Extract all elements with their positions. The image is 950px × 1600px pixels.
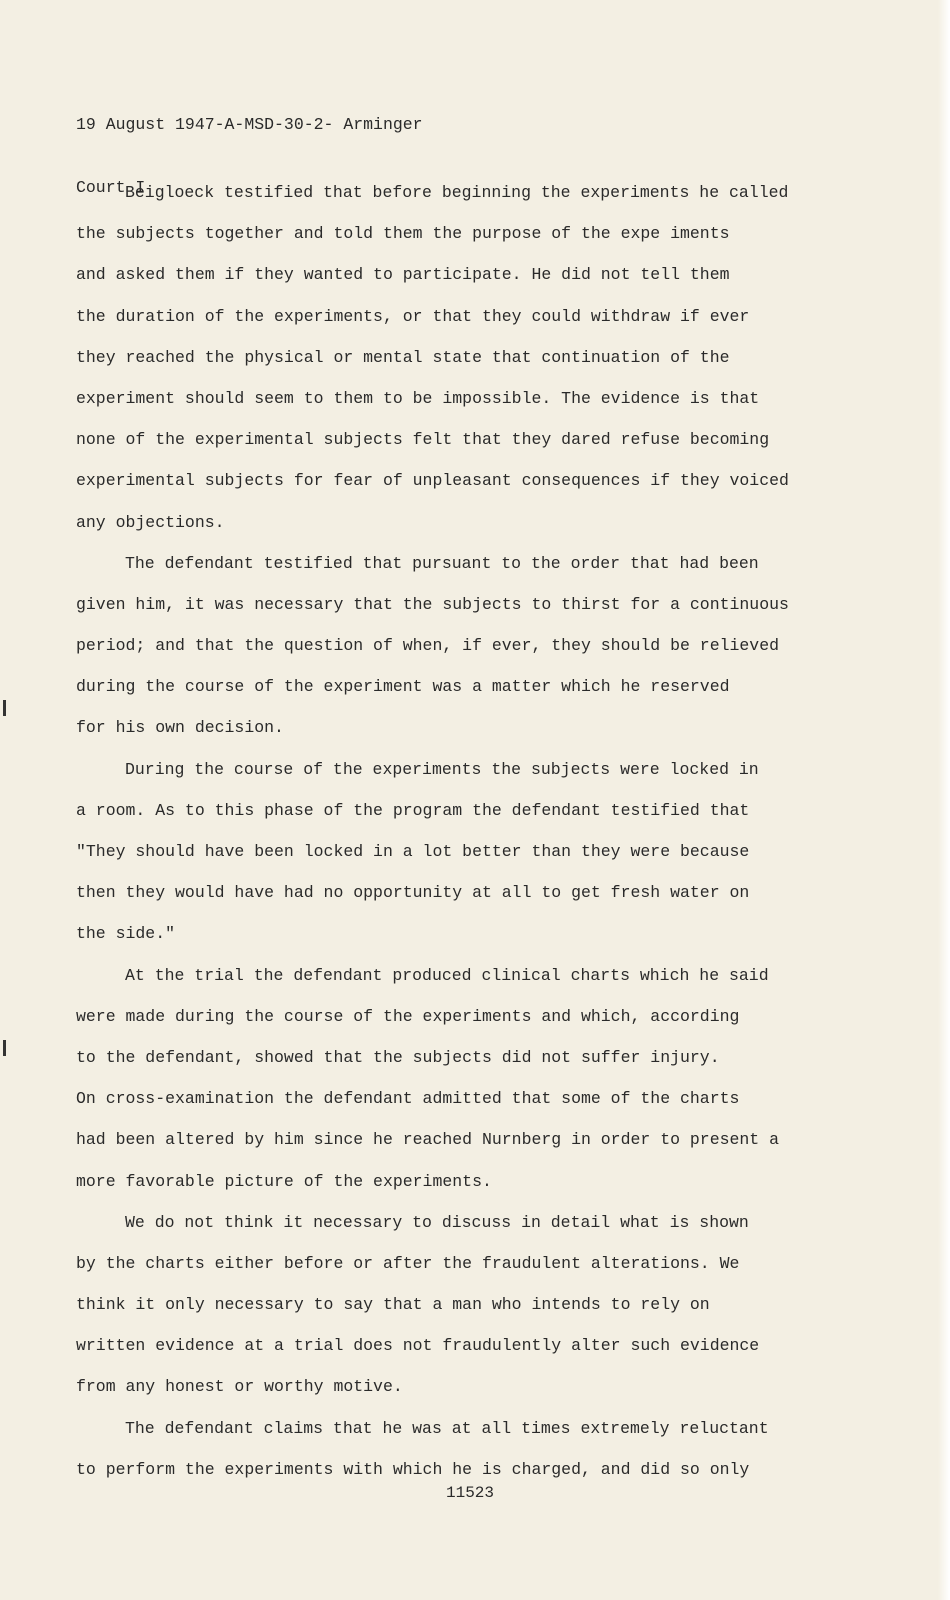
text-line: period; and that the question of when, if ever, they should be relieved: [76, 636, 780, 656]
text-line: to the defendant, showed that the subjects did not suffer injury.: [76, 1047, 720, 1067]
text-line: any objections.: [76, 512, 225, 532]
text-line: to perform the experiments with which he is charged, and did so only: [76, 1459, 750, 1479]
text-line: think it only necessary to say that a man who intends to rely on: [76, 1295, 710, 1315]
text-line: "They should have been locked in a lot better than they were because: [76, 842, 750, 861]
text-line: the side.": [76, 924, 176, 944]
text-line: The defendant claims that he was at all times extremely reluctant: [125, 1418, 769, 1438]
text-line: for his own decision.: [76, 718, 284, 738]
header-reference: 19 August 1947-A-MSD-30-2- Arminger: [76, 115, 423, 134]
text-line: a room. As to this phase of the program the defendant testified that: [76, 800, 750, 820]
text-line: then they would have had no opportunity at all to get fresh water on: [76, 883, 750, 903]
text-line: We do not think it necessary to discuss in detail what is shown: [125, 1212, 749, 1232]
text-line: from any honest or worthy motive.: [76, 1377, 403, 1397]
text-line: and asked them if they wanted to participate. He did not tell them: [76, 265, 730, 285]
text-line: the duration of the experiments, or that they could withdraw if ever: [76, 306, 750, 326]
text-line: Beigloeck testified that before beginning the experiments he called: [125, 183, 789, 202]
page-edge: [938, 0, 950, 1600]
binding-mark: [3, 700, 6, 716]
text-line: During the course of the experiments the subjects were locked in: [125, 759, 759, 779]
text-line: written evidence at a trial does not fraudulently alter such evidence: [76, 1336, 760, 1356]
text-line: experimental subjects for fear of unpleasant consequences if they voiced: [76, 471, 789, 491]
text-line: more favorable picture of the experiments.: [76, 1171, 492, 1191]
text-line: experiment should seem to them to be impossible. The evidence is that: [76, 388, 760, 408]
text-line: by the charts either before or after the fraudulent alterations. We: [76, 1253, 740, 1273]
text-line: At the trial the defendant produced clinical charts which he said: [125, 965, 769, 985]
text-line: The defendant testified that pursuant to the order that had been: [125, 553, 759, 573]
document-body: [76, 172, 816, 1490]
text-line: none of the experimental subjects felt that they dared refuse becoming: [76, 430, 770, 450]
text-line: the subjects together and told them the purpose of the expe iments: [76, 224, 730, 244]
text-line: during the course of the experiment was a matter which he reserved: [76, 677, 730, 697]
text-line: they reached the physical or mental state that continuation of the: [76, 347, 730, 367]
page-number: 11523: [446, 1484, 495, 1502]
binding-mark: [3, 1040, 6, 1056]
header-court: Court I: [76, 178, 146, 197]
text-line: given him, it was necessary that the subjects to thirst for a continuous: [76, 594, 789, 614]
text-line: On cross-examination the defendant admitted that some of the charts: [76, 1089, 740, 1109]
text-line: were made during the course of the experiments and which, according: [76, 1006, 740, 1026]
text-line: had been altered by him since he reached Nurnberg in order to present a: [76, 1130, 780, 1150]
